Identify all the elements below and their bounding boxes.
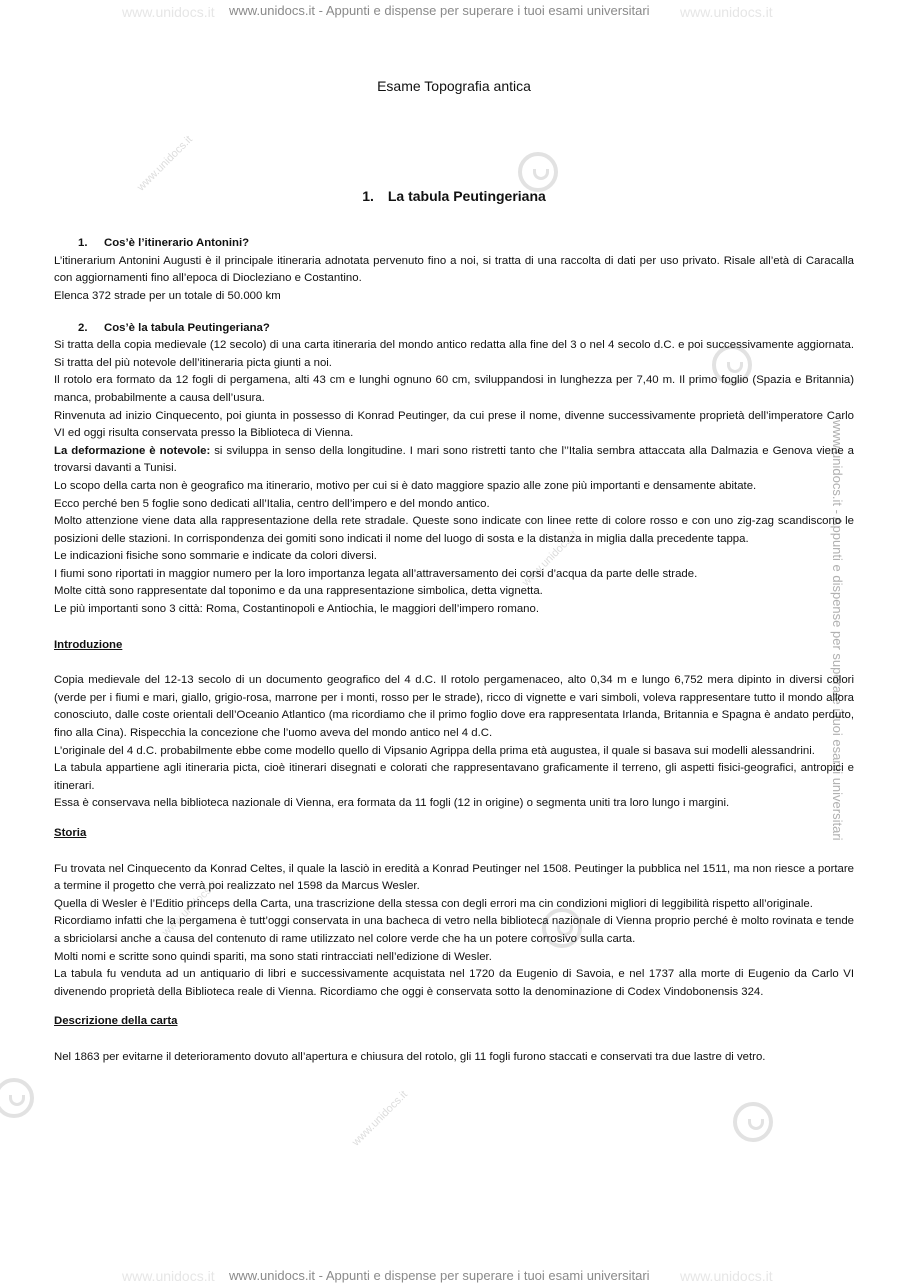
watermark-faint: www.unidocs.it (122, 4, 215, 20)
document-page (54, 78, 854, 1067)
watermark-faint: www.unidocs.it (680, 1268, 773, 1284)
watermark-diagonal: www.unidocs.it (135, 133, 195, 194)
watermark-side-right: www.unidocs.it - Appunti e dispense per superare i tuoi esami universitari (830, 420, 845, 841)
paragraph: Quella di Wesler è l’Editio princeps della Carta, una trascrizione della stessa con degli errori ma cin condizioni migliori di leggibilità rispetto all’originale. (54, 897, 813, 910)
paragraph (54, 443, 854, 478)
paragraph: La tabula appartiene agli itineraria picta, cioè itinerari disegnati e colorati che rappresentavano graficamente il terreno, gli aspetti fisici-geografici, antropici e itinerari. (54, 762, 854, 792)
question-number: 1. (78, 237, 88, 250)
subsection-heading: Introduzione (54, 638, 123, 651)
subsection-heading: Descrizione della carta (54, 1015, 178, 1028)
paragraph: Molti nomi e scritte sono quindi spariti, ma sono stati rintracciati nell’edizione di Wesler. (54, 950, 492, 963)
paragraph: Copia medievale del 12-13 secolo di un documento geografico del 4 d.C. Il rotolo pergamenaceo, alto 0,34 m e lungo 6,752 mera dipinto in diversi colori (verde per i fiumi e mari, giallo, grigio-rosa, marrone per i monti, rosso per le strade), ricco di vignette e vari simboli, voleva rappresentare tutto il mondo allora conosciuto, dalle coste orientali dell’Oceanio Atlantico (ma ricordiamo che il primo foglio dove era rappresentata Irlanda, Britannia e Spagna è andato perduto, fino alla Cina). Rispecchia la concezione che l’uomo aveva del mondo antico nel 4 d.C. (54, 674, 854, 740)
bold-label: La deformazione è notevole: (54, 444, 211, 457)
paragraph: Lo scopo della carta non è geografico ma itinerario, motivo per cui si è dato maggiore spazio alle zone più importanti e densamente abitate. (54, 479, 757, 492)
watermark-header: www.unidocs.it - Appunti e dispense per superare i tuoi esami universitari (229, 3, 650, 18)
paragraph: Molto attenzione viene data alla rappresentazione della rete stradale. Queste sono indicate con linee rette di colore rosso e con uno zig-zag scandiscono le posizioni delle stazioni. In corrispondenza dei gomiti sono indicati il nome del luogo di sosta e la distanza in miglia dalla precedente tappa. (54, 515, 854, 545)
watermark-footer: www.unidocs.it - Appunti e dispense per superare i tuoi esami universitari (229, 1268, 650, 1283)
paragraph: I fiumi sono riportati in maggior numero per la loro importanza legata all’attraversamento dei corsi d’acqua da parte delle strade. (54, 567, 698, 580)
paragraph: Rinvenuta ad inizio Cinquecento, poi giunta in possesso di Konrad Peutinger, da cui prese il nome, divenne successivamente proprietà dell’imperatore Carlo VI ed oggi risulta conservata presso la Biblioteca di Vienna. (54, 409, 854, 440)
paragraph: La tabula fu venduta ad un antiquario di libri e successivamente acquistata nel 1720 da Eugenio di Savoia, e nel 1737 alla morte di Eugenio da Carlo VI divenendo proprietà della Biblioteca reale di Vienna. Ricordiamo che oggi è conservata sotto la denominazione di Codex Vindobonensis 324. (54, 968, 854, 998)
section-title: La tabula Peutingeriana (387, 187, 546, 204)
paragraph-text: si sviluppa in senso della longitudine. I mari sono ristretti tanto che l’’Italia sembra attaccata alla Dalmazia e Genova viene a trovarsi davanti a Tunisi. (54, 444, 854, 475)
paragraph: Nel 1863 per evitarne il deterioramento dovuto all’apertura e chiusura del rotolo, gli 11 fogli furono staccati e conservati tra due lastre di vetro. (54, 1050, 766, 1063)
paragraph: Si tratta della copia medievale (12 secolo) di una carta itineraria del mondo antico redatta alla fine del 3 o nel 4 secolo d.C. e poi successivamente aggiornata. Si tratta del più notevole dell’itineraria picta giunti a noi. (54, 339, 854, 369)
question-number: 2. (78, 321, 88, 334)
paragraph: Il rotolo era formato da 12 fogli di pergamena, alti 43 cm e lunghi ognuno 60 cm, sviluppandosi in lunghezza per 7,40 m. Il primo foglio (Spazia e Britannia) manca, probabilmente a causa dell’usura. (54, 374, 854, 404)
paragraph: Ricordiamo infatti che la pergamena è tutt’oggi conservata in una bacheca di vetro nella biblioteca nazionale di Vienna proprio perché è molto rovinata e tende a sbriciolarsi anche a causa del contenuto di rame utilizzato nel colore verde che ha un potere corrosivo sulla carta. (54, 915, 854, 945)
paragraph: Le indicazioni fisiche sono sommarie e indicate da colori diversi. (54, 550, 377, 563)
paragraph: L’originale del 4 d.C. probabilmente ebbe come modello quello di Vipsanio Agrippa della prima età augustea, il quale si basava sui modelli alessandrini. (54, 744, 815, 757)
unidocs-logo-icon (733, 1102, 773, 1142)
watermark-diagonal: www.unidocs.it (350, 1088, 410, 1149)
subsection-heading: Storia (54, 827, 87, 839)
watermark-diagonal: www.unidocs.it (520, 528, 580, 589)
question-title: Cos’è la tabula Peutingeriana? (104, 321, 270, 334)
section-heading (54, 188, 854, 206)
paragraph: Elenca 372 strade per un totale di 50.000 km (54, 289, 281, 302)
paragraph: Fu trovata nel Cinquecento da Konrad Celtes, il quale la lasciò in eredità a Konrad Peutinger nel 1508. Peutinger la pubblica nel 1511, ma non riesce a portare a termine il progetto che verrà poi realizzato nel 1598 da Marcus Wesler. (54, 862, 854, 893)
document-title: Esame Topografia antica (377, 78, 531, 94)
paragraph: Essa è conservava nella biblioteca nazionale di Vienna, era formata da 11 fogli (12 in origine) o segmenta uniti tra loro lungo i margini. (54, 797, 730, 810)
paragraph: Molte città sono rappresentate dal toponimo e da una rappresentazione simbolica, detta vignetta. (54, 585, 543, 598)
paragraph: Le più importanti sono 3 città: Roma, Costantinopoli e Antiochia, le maggiori dell’impero romano. (54, 603, 539, 616)
paragraph: L’itinerarium Antonini Augusti è il principale itineraria adnotata pervenuto fino a noi, si tratta di una raccolta di dati per uso privato. Risale all’età di Caracalla con aggiornamenti fino all’epoca di Diocleziano e Costantino. (54, 254, 854, 285)
question-title: Cos’è l’itinerario Antonini? (104, 237, 250, 250)
watermark-diagonal: www.unidocs.it (160, 878, 220, 939)
unidocs-logo-icon (0, 1078, 34, 1118)
question-heading (78, 320, 854, 338)
watermark-faint: www.unidocs.it (680, 4, 773, 20)
watermark-faint: www.unidocs.it (122, 1268, 215, 1284)
section-number: 1. (362, 187, 374, 204)
paragraph: Ecco perché ben 5 foglie sono dedicati all’Italia, centro dell’impero e del mondo antico. (54, 497, 490, 510)
question-heading (78, 235, 854, 253)
